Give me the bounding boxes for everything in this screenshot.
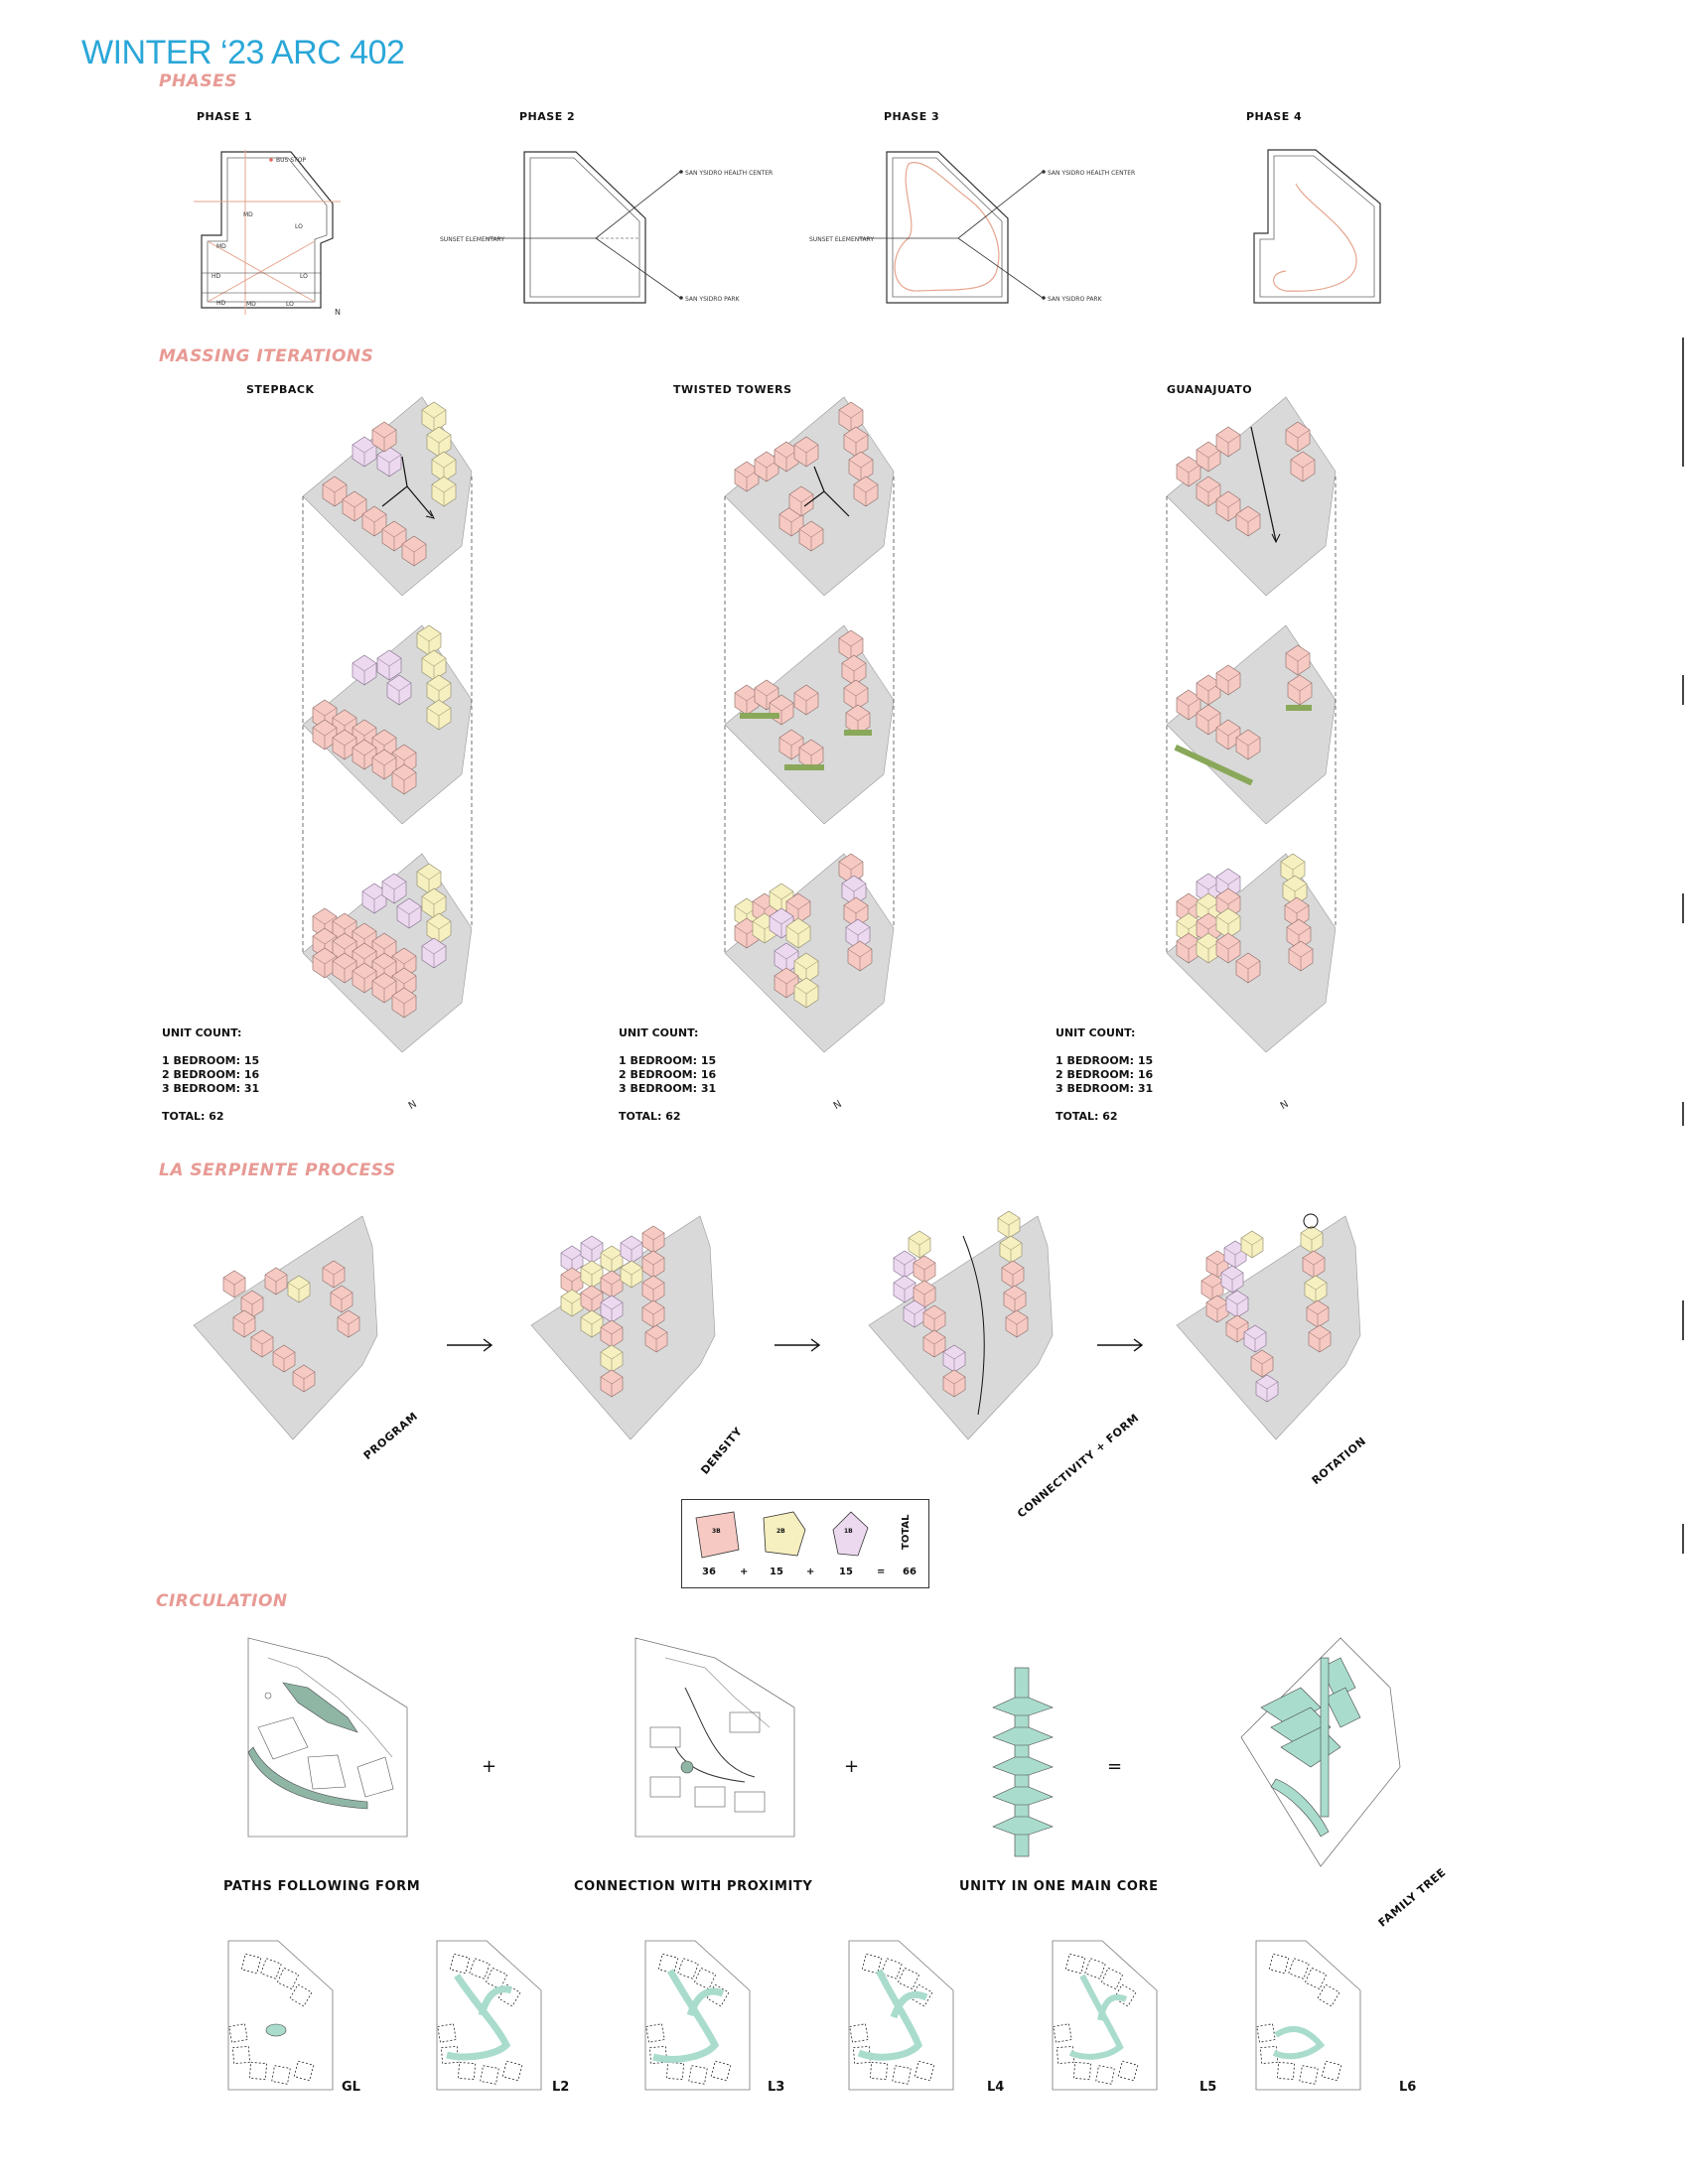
unit-legend: [681, 1499, 929, 1588]
level-label-l6: L6: [1399, 2080, 1417, 2095]
phase-3-note-elementary: SUNSET ELEMENTARY: [809, 236, 874, 243]
circulation-unity-core: UNITY IN ONE MAIN CORE: [959, 1879, 1159, 1894]
phase-1-note: HD: [211, 273, 221, 280]
process-step-rotation: ROTATION: [1309, 1433, 1369, 1488]
unit-count-total: TOTAL: 62: [162, 1110, 224, 1123]
legend-equals: =: [877, 1567, 886, 1577]
edge-mark: [1682, 893, 1684, 923]
north-arrow: N: [831, 1098, 844, 1113]
unit-count-line: 2 BEDROOM: 16: [162, 1068, 260, 1081]
process-step-program: PROGRAM: [360, 1409, 421, 1463]
unit-count-heading: UNIT COUNT:: [619, 1026, 699, 1039]
north-arrow: N: [1278, 1098, 1291, 1113]
circulation-heading: CIRCULATION: [156, 1591, 288, 1611]
unit-count-line: 1 BEDROOM: 15: [1056, 1054, 1154, 1067]
legend-total-label: TOTAL: [901, 1514, 912, 1550]
massing-heading: MASSING ITERATIONS: [159, 346, 374, 366]
phase-2-note-park: SAN YSIDRO PARK: [685, 296, 740, 303]
phase-1-label: PHASE 1: [197, 110, 253, 123]
unit-count-total: TOTAL: 62: [619, 1110, 681, 1123]
unit-count-heading: UNIT COUNT:: [1056, 1026, 1136, 1039]
phase-1-note: MD: [246, 301, 256, 308]
phase-2-label: PHASE 2: [519, 110, 576, 123]
legend-count: 36: [702, 1567, 716, 1577]
edge-mark: [1682, 675, 1684, 705]
unit-count-block-3: [1056, 1026, 1153, 1124]
massing-col-guanajuato: GUANAJUATO: [1167, 383, 1253, 396]
massing-iterations-drawing: [288, 392, 1400, 1117]
phase-2-note-elementary: SUNSET ELEMENTARY: [440, 236, 504, 243]
north-arrow: N: [335, 308, 341, 317]
edge-mark: [1682, 1102, 1684, 1126]
unit-count-line: 1 BEDROOM: 15: [162, 1054, 260, 1067]
circulation-paths-following-form: PATHS FOLLOWING FORM: [223, 1879, 421, 1894]
unit-count-block-1: [162, 1026, 259, 1124]
legend-count: 15: [839, 1567, 853, 1577]
legend-plus: +: [806, 1567, 815, 1577]
unit-count-line: 3 BEDROOM: 31: [1056, 1082, 1154, 1095]
phase-4-diagram: [1246, 144, 1395, 318]
circulation-family-tree: FAMILY TREE: [1375, 1865, 1449, 1930]
level-label-gl: GL: [342, 2080, 360, 2095]
edge-mark: [1682, 1300, 1684, 1340]
edge-mark: [1682, 1524, 1684, 1554]
process-diagram: [194, 1206, 1425, 1464]
unit-count-line: 2 BEDROOM: 16: [619, 1068, 717, 1081]
process-step-connectivity: CONNECTIVITY + FORM: [1015, 1411, 1142, 1521]
phase-1-note-busstop: BUS STOP: [276, 157, 307, 164]
svg-text:+: +: [844, 1756, 860, 1777]
unit-count-line: 1 BEDROOM: 15: [619, 1054, 717, 1067]
phases-heading: PHASES: [159, 71, 237, 91]
phase-4-label: PHASE 4: [1246, 110, 1303, 123]
massing-col-twisted: TWISTED TOWERS: [673, 383, 792, 396]
unit-legend-icons: [694, 1510, 922, 1570]
level-plans: [218, 1936, 1450, 2105]
svg-text:=: =: [1107, 1756, 1123, 1777]
unit-count-line: 3 BEDROOM: 31: [162, 1082, 260, 1095]
phase-1-note: MD: [243, 211, 253, 218]
phase-1-note: MD: [216, 243, 226, 250]
legend-total-value: 66: [903, 1567, 916, 1577]
page-title: WINTER ‘23 ARC 402: [81, 34, 405, 71]
legend-tag: 2B: [776, 1528, 785, 1535]
svg-text:+: +: [482, 1756, 497, 1777]
phase-3-note-health: SAN YSIDRO HEALTH CENTER: [1048, 170, 1136, 177]
legend-tag: 3B: [712, 1528, 721, 1535]
phase-1-note: LO: [300, 273, 308, 280]
north-arrow: N: [406, 1098, 419, 1113]
massing-col-stepback: STEPBACK: [246, 383, 315, 396]
phase-2-diagram: [516, 144, 685, 318]
circulation-diagram: [209, 1628, 1440, 1886]
legend-tag: 1B: [844, 1528, 853, 1535]
level-label-l5: L5: [1199, 2080, 1217, 2095]
circulation-connection-proximity: CONNECTION WITH PROXIMITY: [574, 1879, 813, 1894]
process-heading: LA SERPIENTE PROCESS: [159, 1160, 396, 1180]
phase-3-note-park: SAN YSIDRO PARK: [1048, 296, 1102, 303]
level-label-l3: L3: [768, 2080, 785, 2095]
phase-3-label: PHASE 3: [884, 110, 940, 123]
phase-1-note: LO: [286, 301, 294, 308]
phase-1-note: HD: [216, 300, 226, 307]
phase-2-note-health: SAN YSIDRO HEALTH CENTER: [685, 170, 774, 177]
process-step-density: DENSITY: [698, 1425, 746, 1477]
unit-count-heading: UNIT COUNT:: [162, 1026, 242, 1039]
legend-count: 15: [770, 1567, 783, 1577]
unit-count-line: 3 BEDROOM: 31: [619, 1082, 717, 1095]
unit-count-total: TOTAL: 62: [1056, 1110, 1118, 1123]
phase-3-diagram: [879, 144, 1048, 318]
unit-count-line: 2 BEDROOM: 16: [1056, 1068, 1154, 1081]
edge-mark: [1682, 338, 1684, 467]
level-label-l4: L4: [987, 2080, 1005, 2095]
level-label-l2: L2: [552, 2080, 570, 2095]
legend-plus: +: [740, 1567, 749, 1577]
phase-1-diagram: [194, 144, 352, 318]
phase-1-note: LO: [295, 223, 303, 230]
unit-count-block-2: [619, 1026, 716, 1124]
